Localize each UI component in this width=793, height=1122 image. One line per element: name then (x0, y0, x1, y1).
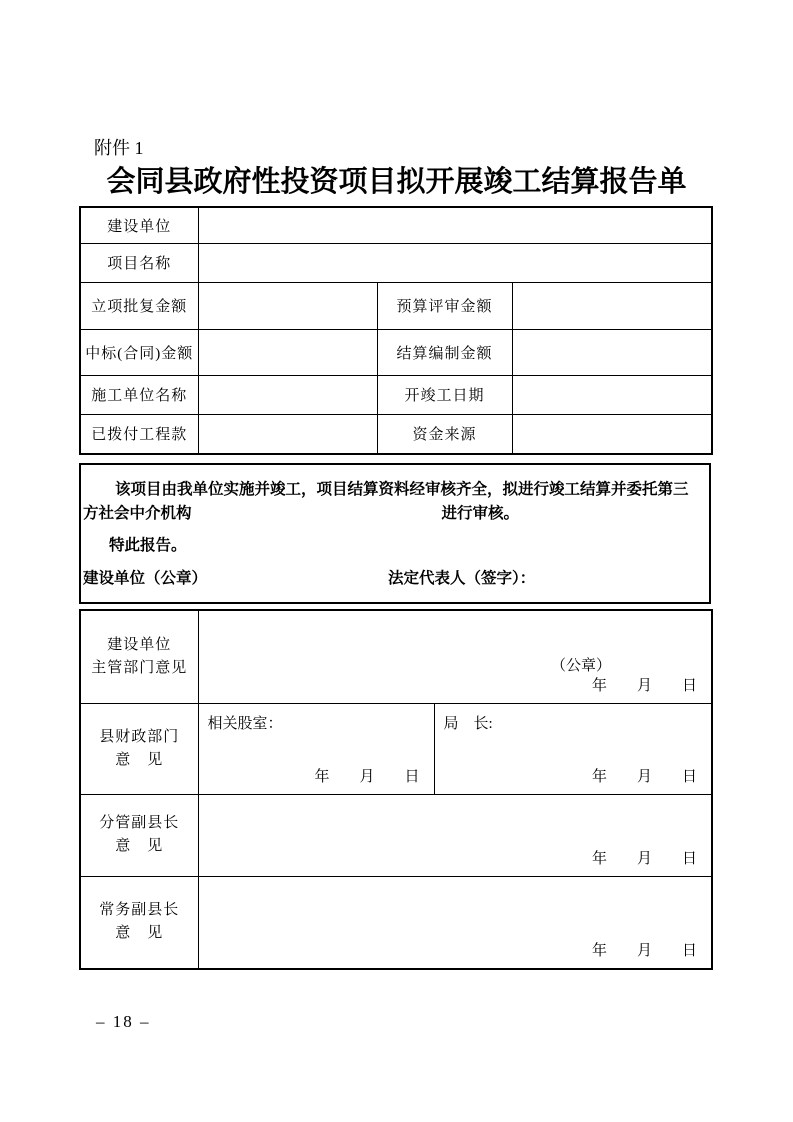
bureau-chief-title: 局 长: (443, 715, 493, 732)
paid-funds-value (198, 414, 377, 454)
executive-vice-magistrate-label-line2: 意 见 (115, 925, 164, 942)
date-placeholder: 年 月 日 (591, 943, 697, 960)
table-row (80, 207, 712, 243)
funding-source-value (512, 414, 712, 454)
executive-vice-magistrate-opinion-cell (198, 876, 712, 969)
dept-opinion-label (80, 610, 198, 703)
related-section-title: 相关股室： (207, 715, 283, 732)
bid-contract-amount-label: 中标(合同)金额 (80, 329, 198, 375)
statement-line2-suffix: 进行审核。 (441, 505, 520, 522)
date-placeholder: 年 月 日 (314, 768, 420, 785)
construction-unit-seal-label: 建设单位（公章） (83, 570, 208, 587)
approval-amount-label: 立项批复金额 (80, 282, 198, 329)
statement-box (79, 463, 711, 604)
legal-representative-sign-label: 法定代表人（签字）： (388, 570, 536, 587)
vice-magistrate-opinion-label (80, 794, 198, 876)
vice-magistrate-label-line2: 意 见 (115, 838, 164, 854)
table-row (80, 375, 712, 414)
finance-opinion-label-line2: 意 见 (115, 751, 164, 768)
dept-opinion-label-line1: 建设单位 (107, 636, 172, 653)
bid-contract-amount-value (198, 329, 377, 375)
project-name-label: 项目名称 (80, 243, 198, 282)
contractor-name-label: 施工单位名称 (80, 375, 198, 414)
project-name-value (198, 243, 712, 282)
related-section-cell-content (199, 705, 434, 793)
settlement-amount-label: 结算编制金额 (377, 329, 512, 375)
date-placeholder: 年 月 日 (591, 768, 697, 785)
bureau-chief-cell-content (435, 705, 712, 793)
start-completion-date-value (512, 375, 712, 414)
vice-magistrate-opinion-cell (198, 794, 712, 876)
date-placeholder: 年 月 日 (591, 850, 697, 867)
table-row (80, 794, 712, 876)
paid-funds-label: 已拨付工程款 (80, 414, 198, 454)
finance-opinion-label-line1: 县财政部门 (99, 728, 180, 745)
attachment-label: 附件 1 (94, 138, 144, 158)
budget-review-amount-value (512, 282, 712, 329)
page-title: 会同县政府性投资项目拟开展竣工结算报告单 (106, 166, 687, 198)
table-row (80, 243, 712, 282)
table-row (80, 329, 712, 375)
signature-row (83, 567, 707, 591)
executive-vice-magistrate-opinion-label (80, 876, 198, 969)
related-section-cell (198, 703, 434, 794)
executive-vice-magistrate-cell-content (199, 877, 712, 967)
statement-line2-prefix: 方社会中介机构 (83, 505, 192, 522)
project-info-table (79, 206, 713, 455)
approval-amount-value (198, 282, 377, 329)
budget-review-amount-label: 预算评审金额 (377, 282, 512, 329)
vice-magistrate-cell-content (199, 796, 712, 875)
construction-unit-label: 建设单位 (80, 207, 198, 243)
finance-opinion-label (80, 703, 198, 794)
start-completion-date-label: 开竣工日期 (377, 375, 512, 414)
opinion-table (79, 609, 713, 970)
table-row (80, 876, 712, 969)
statement-line1: 该项目由我单位实施并竣工，项目结算资料经审核齐全，拟进行竣工结算并委托第三 (115, 481, 689, 498)
table-row (80, 282, 712, 329)
executive-vice-magistrate-label-line1: 常务副县长 (99, 902, 180, 919)
dept-opinion-cell (198, 610, 712, 703)
report-line: 特此报告。 (109, 537, 187, 554)
dept-opinion-label-line2: 主管部门意见 (91, 659, 188, 676)
dept-opinion-cell-content (199, 612, 712, 702)
date-placeholder: 年 月 日 (591, 677, 697, 694)
statement-line2 (83, 502, 707, 526)
seal-placeholder: （公章） (550, 657, 611, 674)
contractor-name-value (198, 375, 377, 414)
construction-unit-value (198, 207, 712, 243)
page-number: – 18 – (96, 1012, 151, 1031)
settlement-amount-value (512, 329, 712, 375)
vice-magistrate-label-line1: 分管副县长 (99, 815, 180, 831)
table-row (80, 610, 712, 703)
bureau-chief-cell (434, 703, 712, 794)
funding-source-label: 资金来源 (377, 414, 512, 454)
table-row (80, 414, 712, 454)
table-row (80, 703, 712, 794)
